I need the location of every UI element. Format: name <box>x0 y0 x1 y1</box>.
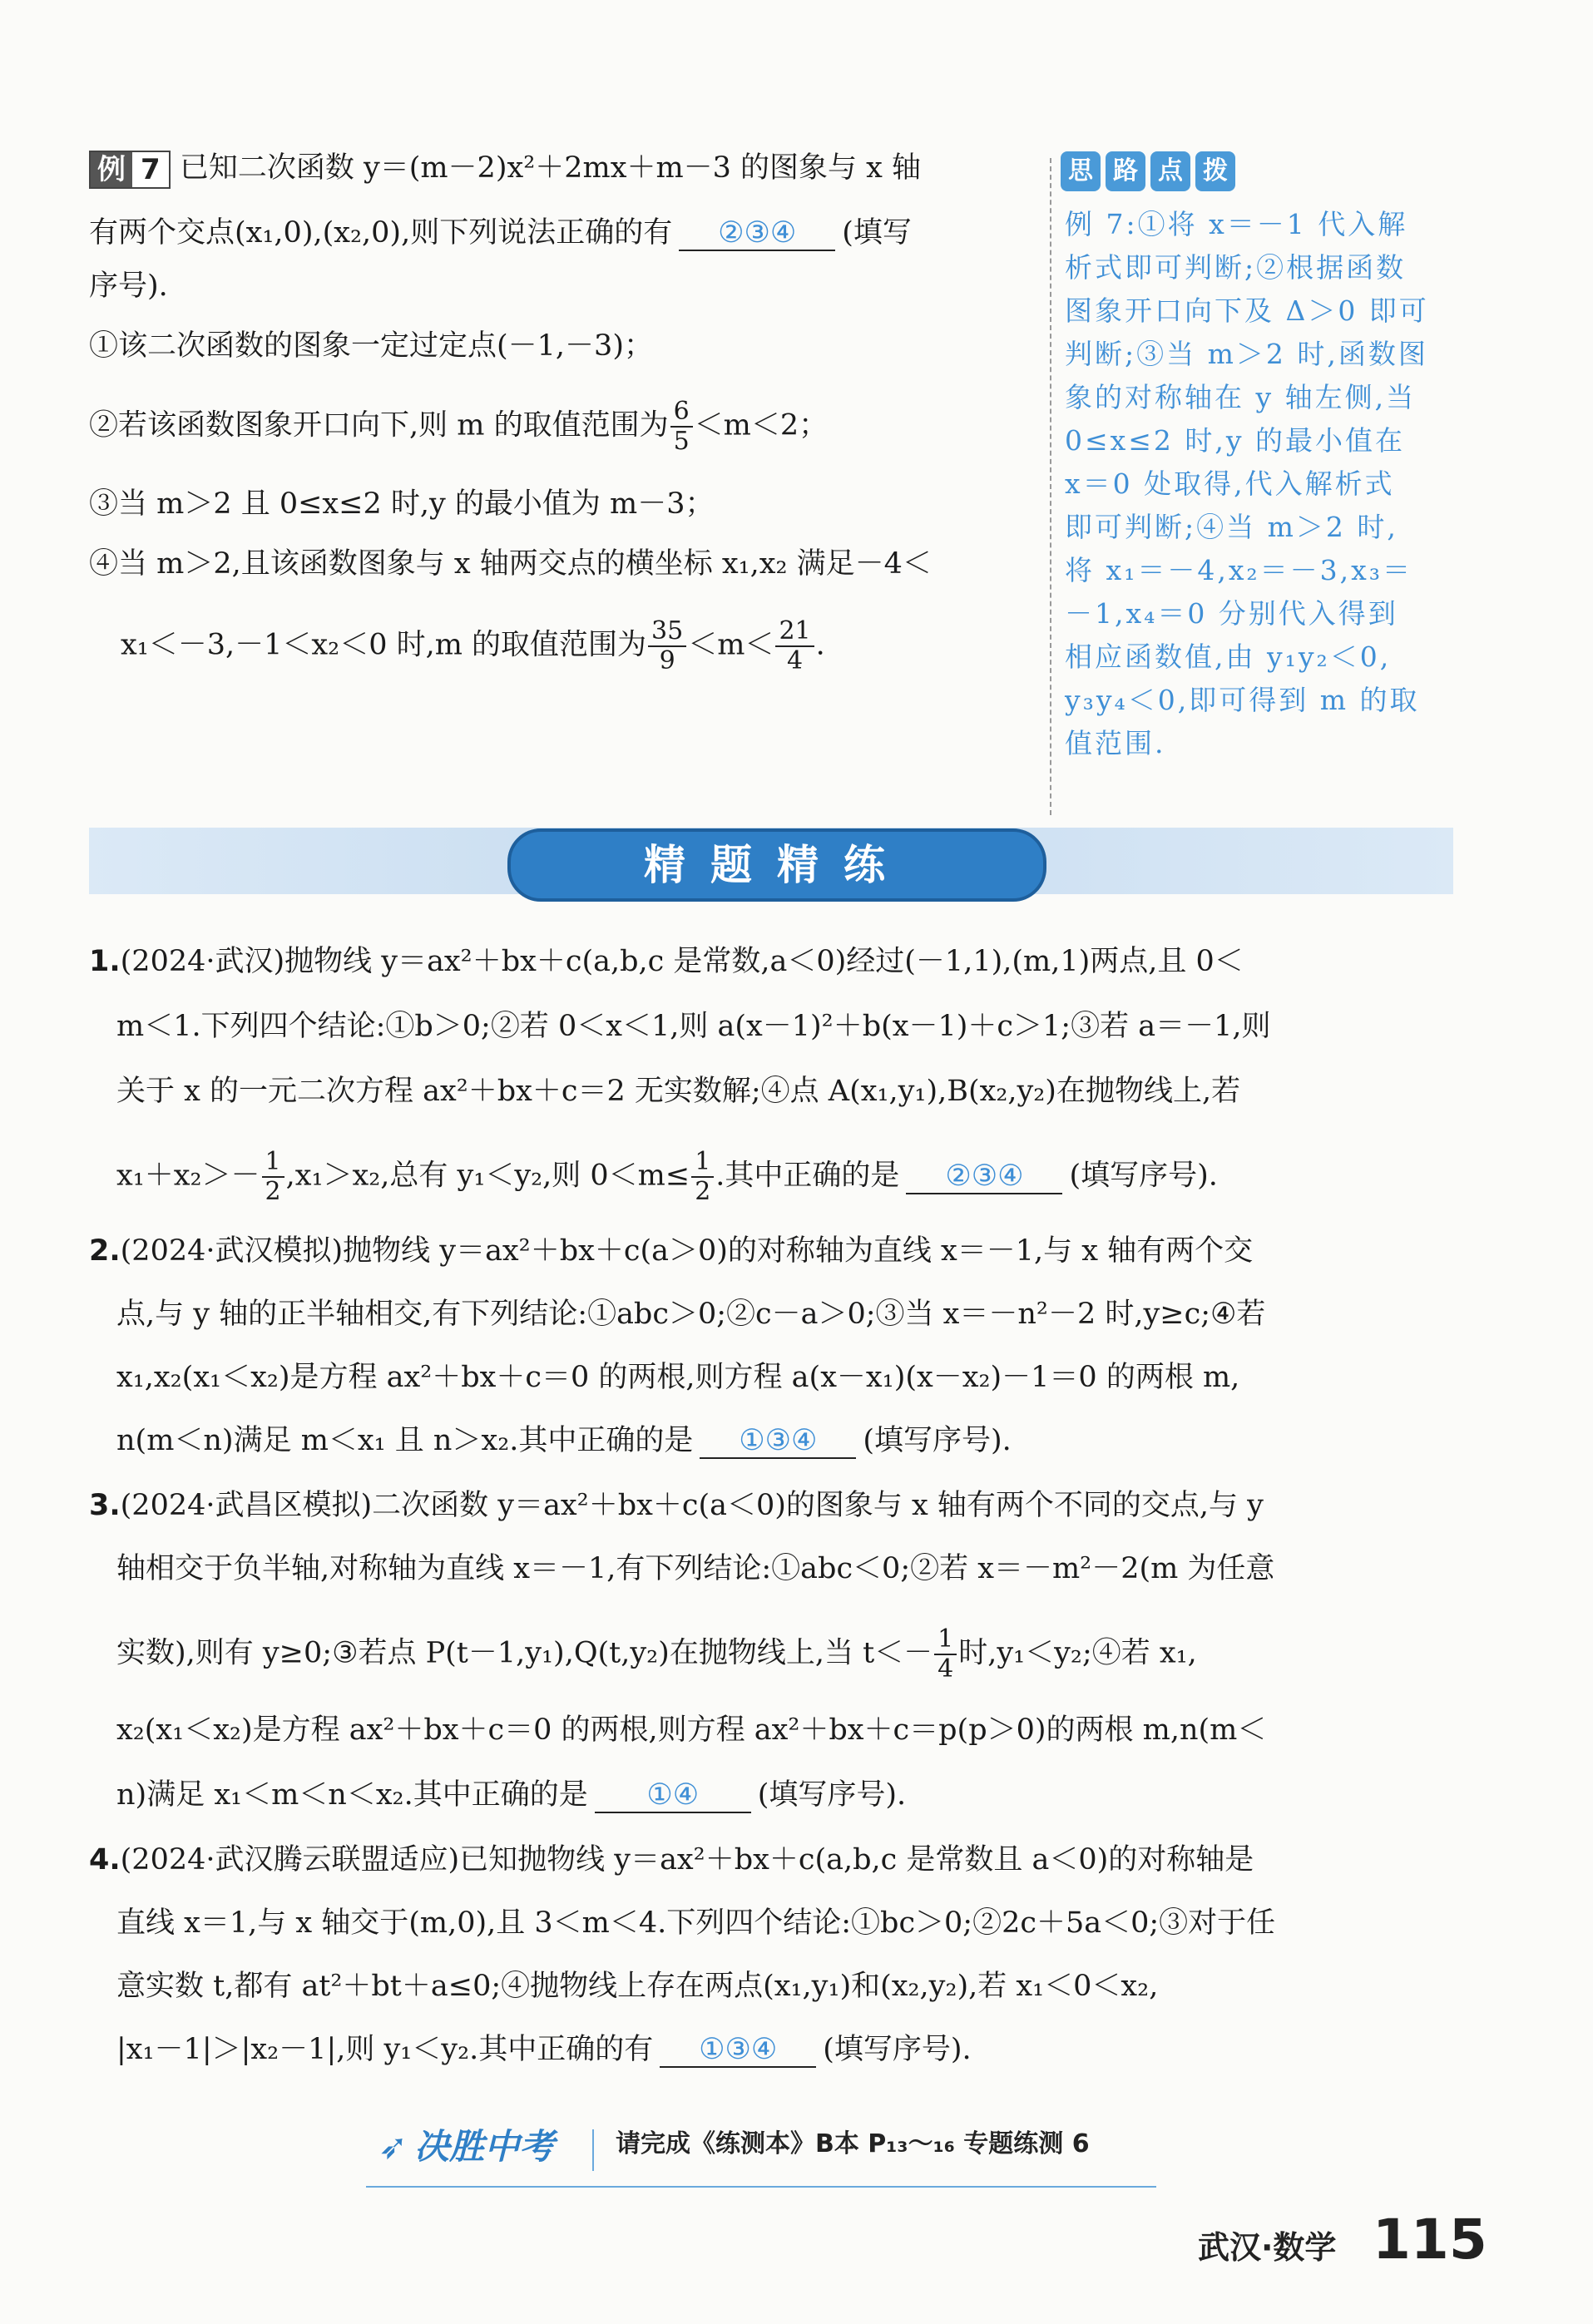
problem-2-line-2: 点,与 y 轴的正半轴相交,有下列结论:①abc＞0;②c－a＞0;③当 x＝－n²－2 时,y≥c;④若 <box>116 1298 1266 1331</box>
fraction: $\frac{1}{2}$ <box>691 1148 714 1206</box>
hint-line: y₃y₄＜0,即可得到 m 的取 <box>1065 684 1420 716</box>
hint-line: 即可判断;④当 m＞2 时, <box>1065 511 1398 543</box>
example-7-option-2: ②若该函数图象开口向下,则 m 的取值范围为 $\frac{6}{5}$ ＜m＜2； <box>89 397 829 456</box>
footer-rule <box>366 2186 1156 2188</box>
example-7-option-1: ①该二次函数的图象一定过定点(－1,－3)； <box>89 329 653 363</box>
problem-4-answer: ①③④ <box>660 2033 816 2068</box>
problem-1-line-1: 1.(2024·武汉)抛物线 y＝ax²＋bx＋c(a,b,c 是常数,a＜0)经过(－1,1),(m,1)两点,且 0＜ <box>89 945 1244 978</box>
problem-4-line-1: 4.(2024·武汉腾云联盟适应)已知抛物线 y＝ax²＋bx＋c(a,b,c 是常数且 a＜0)的对称轴是 <box>89 1843 1254 1877</box>
page-number: 115 <box>1373 2208 1487 2272</box>
example-7-option-3: ③当 m＞2 且 0≤x≤2 时,y 的最小值为 m－3； <box>89 487 715 521</box>
example-7-stem: 已知二次函数 y＝(m－2)x²＋2mx＋m－3 的图象与 x 轴 <box>179 151 922 185</box>
example-7-option-4-line-1: ④当 m＞2,且该函数图象与 x 轴两交点的横坐标 x₁,x₂ 满足－4＜ <box>89 547 932 581</box>
problem-3-line-2: 轴相交于负半轴,对称轴为直线 x＝－1,有下列结论:①abc＜0;②若 x＝－m²－2(m 为任意 <box>116 1552 1275 1585</box>
hint-line: 将 x₁＝－4,x₂＝－3,x₃＝ <box>1065 554 1412 586</box>
hint-line: 图象开口向下及 Δ＞0 即可 <box>1065 294 1429 327</box>
problem-2-line-4: n(m＜n)满足 m＜x₁ 且 n＞x₂.其中正确的是 ①③④ (填写序号). <box>116 1424 1012 1457</box>
footer-note: 请完成《练测本》B本 P₁₃～₁₆ 专题练测 6 <box>616 2129 1090 2158</box>
section-title: 精题精练 <box>507 828 1046 902</box>
example-7-option-4-line-2: x₁＜－3,－1＜x₂＜0 时,m 的取值范围为 $\frac{35}{9}$ ＜m＜ $\frac{21}{4}$ . <box>121 616 825 675</box>
hint-line: 判断;③当 m＞2 时,函数图 <box>1065 338 1428 370</box>
problem-1-answer: ②③④ <box>906 1160 1062 1194</box>
fraction: $\frac{1}{2}$ <box>262 1148 284 1206</box>
example-7-answer: ②③④ <box>679 216 835 251</box>
problem-number: 4. <box>89 1843 121 1877</box>
hint-line: －1,x₄＝0 分别代入得到 <box>1065 597 1398 630</box>
hint-line: 象的对称轴在 y 轴左侧,当 <box>1065 381 1417 413</box>
example-badge: 例 7 <box>89 151 171 189</box>
footer-separator <box>592 2129 594 2171</box>
problem-1-line-3: 关于 x 的一元二次方程 ax²＋bx＋c＝2 无实数解;④点 A(x₁,y₁),B(x₂,y₂)在抛物线上,若 <box>116 1075 1241 1108</box>
problem-3-answer: ①④ <box>595 1778 751 1813</box>
hint-line: x＝0 处取得,代入解析式 <box>1065 467 1395 500</box>
hint-divider <box>1050 158 1051 815</box>
problem-1-line-2: m＜1.下列四个结论:①b＞0;②若 0＜x＜1,则 a(x－1)²＋b(x－1)＋c＞1;③若 a＝－1,则 <box>116 1010 1271 1043</box>
problem-number: 3. <box>89 1489 121 1522</box>
problem-4-line-3: 意实数 t,都有 at²＋bt＋a≤0;④抛物线上存在两点(x₁,y₁)和(x₂,y₂),若 x₁＜0＜x₂, <box>116 1970 1159 2003</box>
problem-3-line-3: 实数),则有 y≥0;③若点 P(t－1,y₁),Q(t,y₂)在抛物线上,当 t＜－ $\frac{1}{4}$ 时,y₁＜y₂;④若 x₁, <box>116 1624 1197 1684</box>
problem-1-line-4: x₁＋x₂＞－ $\frac{1}{2}$ ,x₁＞x₂,总有 y₁＜y₂,则 0＜m≤ $\frac{1}{2}$ .其中正确的是 ②③④ (填写序号). <box>116 1147 1218 1206</box>
hint-line: 相应函数值,由 y₁y₂＜0, <box>1065 640 1392 673</box>
hint-header: 思 路 点 拨 <box>1061 151 1240 191</box>
problem-4-line-2: 直线 x＝1,与 x 轴交于(m,0),且 3＜m＜4.下列四个结论:①bc＞0;②2c＋5a＜0;③对于任 <box>116 1906 1276 1940</box>
hint-line: 析式即可判断;②根据函数 <box>1065 251 1407 284</box>
problem-2-answer: ①③④ <box>700 1424 856 1459</box>
runner-icon: ➶ <box>378 2126 408 2167</box>
footer-logo: ➶ 决胜中考 <box>378 2126 555 2167</box>
problem-2-line-1: 2.(2024·武汉模拟)抛物线 y＝ax²＋bx＋c(a＞0)的对称轴为直线 x＝－1,与 x 轴有两个交 <box>89 1234 1254 1268</box>
fraction: $\frac{6}{5}$ <box>670 398 693 456</box>
problem-3-line-5: n)满足 x₁＜m＜n＜x₂.其中正确的是 ①④ (填写序号). <box>116 1778 907 1812</box>
footer-region: 武汉·数学 <box>1198 2229 1337 2266</box>
example-7-line-2: 有两个交点(x₁,0),(x₂,0),则下列说法正确的有 ②③④ (填写 <box>89 216 912 250</box>
hint-line: 值范围. <box>1065 727 1166 759</box>
problem-2-line-3: x₁,x₂(x₁＜x₂)是方程 ax²＋bx＋c＝0 的两根,则方程 a(x－x₁)(x－x₂)－1＝0 的两根 m, <box>116 1361 1240 1394</box>
example-7-line-3: 序号). <box>89 269 168 303</box>
fraction: $\frac{21}{4}$ <box>775 617 814 675</box>
example-7-line-1 <box>89 150 921 189</box>
fraction: $\frac{35}{9}$ <box>648 617 686 675</box>
fraction: $\frac{1}{4}$ <box>934 1625 957 1684</box>
problem-number: 2. <box>89 1234 121 1268</box>
problem-3-line-1: 3.(2024·武昌区模拟)二次函数 y＝ax²＋bx＋c(a＜0)的图象与 x 轴有两个不同的交点,与 y <box>89 1489 1264 1522</box>
hint-line: 0≤x≤2 时,y 的最小值在 <box>1065 424 1406 457</box>
hint-line: 例 7:①将 x＝－1 代入解 <box>1065 208 1408 240</box>
problem-number: 1. <box>89 945 121 978</box>
problem-4-line-4: |x₁－1|＞|x₂－1|,则 y₁＜y₂.其中正确的有 ①③④ (填写序号). <box>116 2033 972 2066</box>
problem-3-line-4: x₂(x₁＜x₂)是方程 ax²＋bx＋c＝0 的两根,则方程 ax²＋bx＋c＝p(p＞0)的两根 m,n(m＜ <box>116 1713 1267 1747</box>
